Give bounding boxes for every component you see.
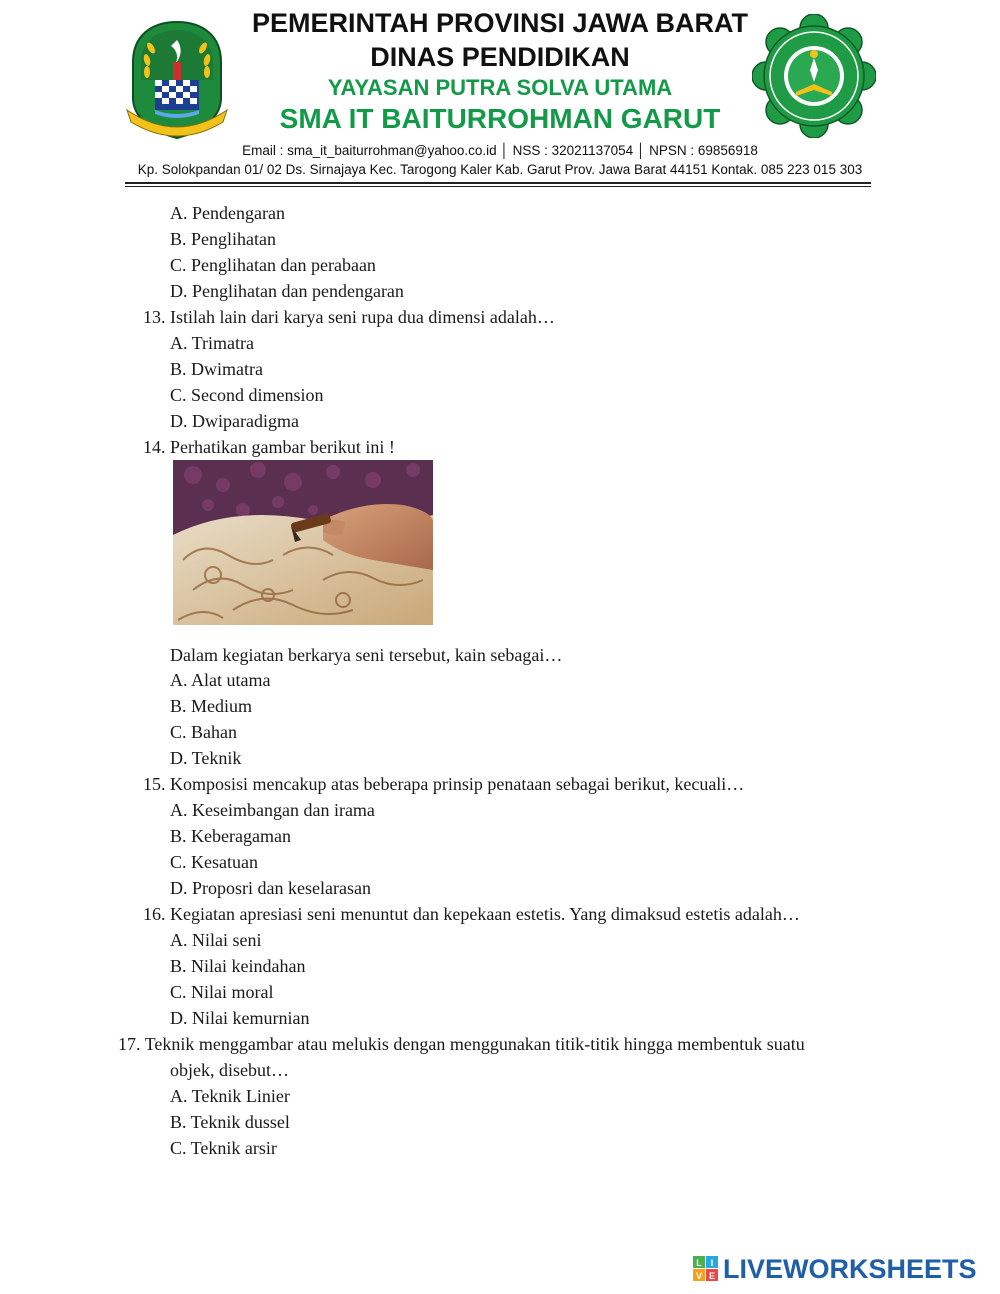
- header-address-line: Kp. Solokpandan 01/ 02 Ds. Sirnajaya Kec. Tarogong Kaler Kab. Garut Prov. Jawa Barat 44151 Kontak. 085 223 015 303: [137, 162, 863, 177]
- q17-option-b: B. Teknik dussel: [170, 1112, 290, 1132]
- q17-question-line2: objek, disebut…: [170, 1060, 289, 1080]
- liveworksheets-badge-icon: [693, 1256, 719, 1282]
- header-divider-thick: [125, 182, 871, 184]
- badge-letter-l: L: [696, 1258, 702, 1268]
- q14-option-a: A. Alat utama: [170, 670, 271, 690]
- q15-option-b: B. Keberagaman: [170, 826, 291, 846]
- header-divider-thin: [125, 186, 871, 187]
- q17-question-line1: 17. Teknik menggambar atau melukis dengan menggunakan titik-titik hingga membentuk suatu: [118, 1034, 805, 1054]
- q14-prompt: Dalam kegiatan berkarya seni tersebut, kain sebagai…: [170, 645, 563, 665]
- q14-option-d: D. Teknik: [170, 748, 242, 768]
- q15-option-c: C. Kesatuan: [170, 852, 258, 872]
- q12-option-a: A. Pendengaran: [170, 203, 285, 223]
- q16-option-b: B. Nilai keindahan: [170, 956, 306, 976]
- badge-letter-i: I: [710, 1258, 714, 1268]
- q13-question: 13. Istilah lain dari karya seni rupa dua dimensi adalah…: [143, 307, 555, 327]
- q16-option-d: D. Nilai kemurnian: [170, 1008, 310, 1028]
- q16-option-a: A. Nilai seni: [170, 930, 262, 950]
- liveworksheets-logo[interactable]: [693, 1254, 993, 1284]
- badge-letter-e: E: [708, 1271, 716, 1281]
- q15-question: 15. Komposisi mencakup atas beberapa prinsip penataan sebagai berikut, kecuali…: [143, 774, 745, 794]
- liveworksheets-brand-text: LIVEWORKSHEETS: [723, 1254, 977, 1284]
- school-logo-icon: [752, 14, 876, 138]
- q13-option-d: D. Dwiparadigma: [170, 411, 299, 431]
- letterhead: [0, 0, 1000, 195]
- q13-option-c: C. Second dimension: [170, 385, 324, 405]
- q13-option-a: A. Trimatra: [170, 333, 255, 353]
- q17-option-a: A. Teknik Linier: [170, 1086, 290, 1106]
- q13-option-b: B. Dwimatra: [170, 359, 263, 379]
- header-contact-line: Email : sma_it_baiturrohman@yahoo.co.id │ NSS : 32021137054 │ NPSN : 69856918: [242, 143, 758, 158]
- q14-option-b: B. Medium: [170, 696, 253, 716]
- header-department-title: DINAS PENDIDIKAN: [370, 42, 630, 72]
- header-government-title: PEMERINTAH PROVINSI JAWA BARAT: [251, 8, 749, 38]
- batik-canting-photo: [173, 460, 433, 625]
- q16-option-c: C. Nilai moral: [170, 982, 274, 1002]
- q15-option-d: D. Proposri dan keselarasan: [170, 878, 371, 898]
- q17-option-c: C. Teknik arsir: [170, 1138, 277, 1158]
- q15-option-a: A. Keseimbangan dan irama: [170, 800, 375, 820]
- q12-option-b: B. Penglihatan: [170, 229, 276, 249]
- q12-option-c: C. Penglihatan dan perabaan: [170, 255, 376, 275]
- q16-question: 16. Kegiatan apresiasi seni menuntut dan kepekaan estetis. Yang dimaksud estetis adalah…: [143, 904, 800, 924]
- q14-option-c: C. Bahan: [170, 722, 237, 742]
- header-foundation-title: YAYASAN PUTRA SOLVA UTAMA: [327, 75, 673, 100]
- badge-letter-v: V: [695, 1271, 703, 1281]
- q14-question: 14. Perhatikan gambar berikut ini !: [143, 437, 395, 457]
- q12-option-d: D. Penglihatan dan pendengaran: [170, 281, 404, 301]
- header-school-title: SMA IT BAITURROHMAN GARUT: [279, 103, 721, 134]
